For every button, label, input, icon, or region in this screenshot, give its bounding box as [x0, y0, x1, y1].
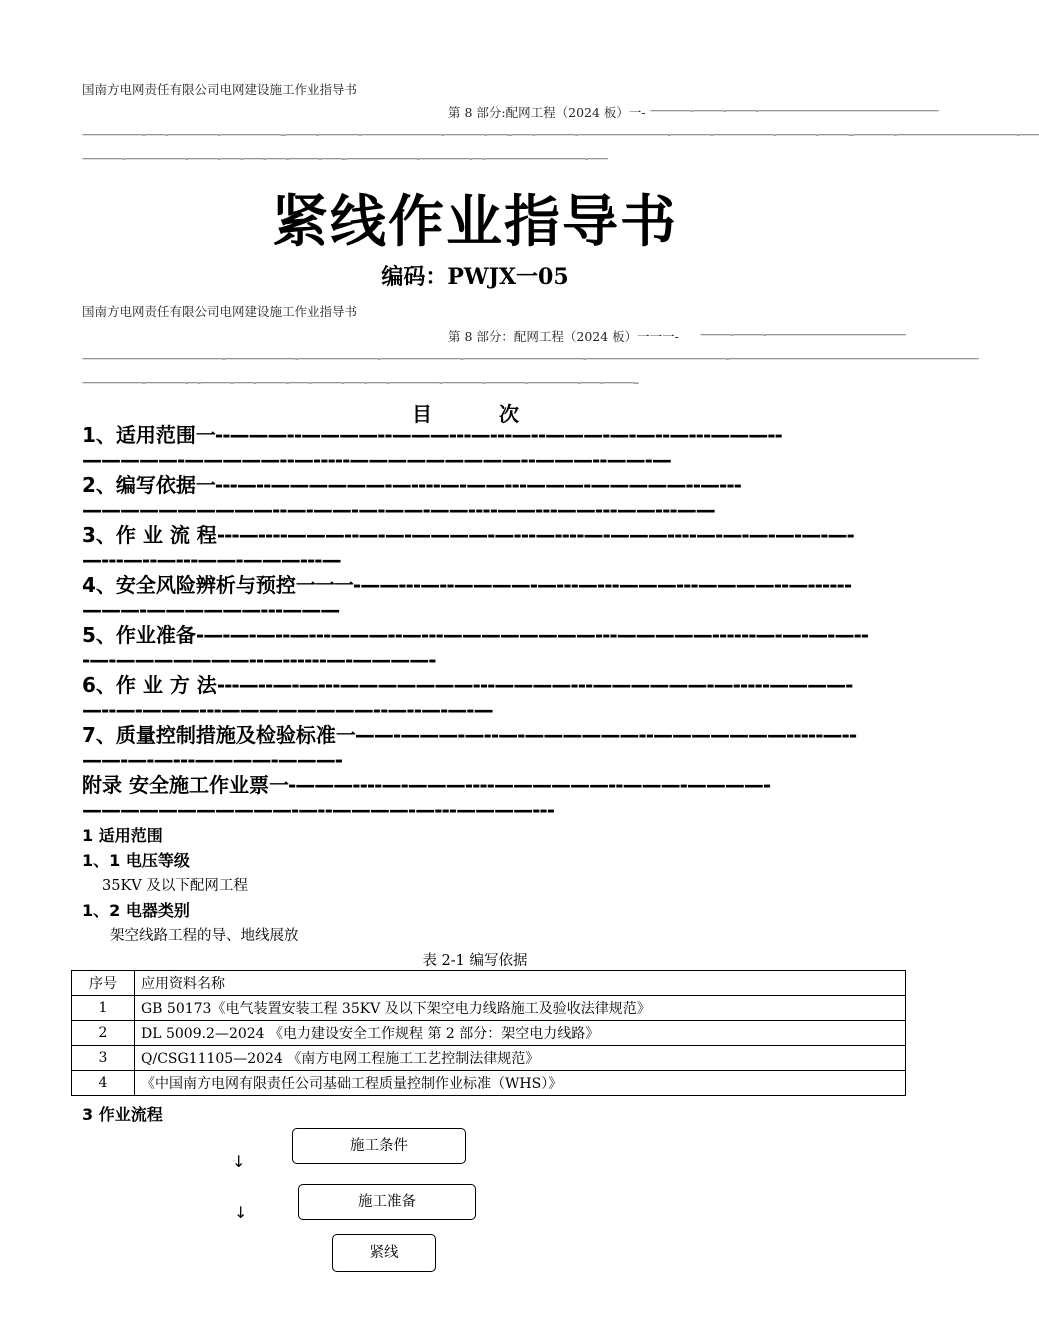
table-cell: 1 — [72, 996, 135, 1021]
page-title: 紧线作业指导书 — [272, 190, 678, 255]
table-row — [72, 1021, 906, 1046]
header-rule: ————-———-———-—————————————————— — [650, 104, 939, 117]
toc-item[interactable]: 5、作业准备-—-—-—--—---———--—---————————---—————------—-—-—-—---—-———————--—------—-————- — [82, 623, 869, 672]
toc-heading: 目 次 — [412, 402, 519, 426]
header-part: 第 8 部分：配网工程（2024 板）一一一- — [448, 329, 679, 344]
arrow-down-icon: ↓ — [232, 1152, 246, 1171]
toc-item[interactable]: 3、作 业 流 程---—----———--—-—-————-—---—----—-———----—-—-—-—-—-—-—---—--—---——-———---— — [82, 523, 854, 572]
table-cell: GB 50173《电气装置安装工程 35KV 及以下架空电力线路施工及验收法律规范》 — [135, 996, 906, 1021]
table-header-cell: 序号 — [72, 971, 135, 996]
header-rule: ——————-————-—-———-——-———-——-———-——-——-—————-————-————-—————-——-———-- — [82, 376, 639, 389]
toc-item[interactable]: 2、编写依据一---—--——————-—----—-——---———-—————--—---——————————--—-——-—-——-——----——---——---——---—— — [82, 473, 741, 522]
flow-step: 施工条件 — [292, 1128, 466, 1164]
toc-item[interactable]: 附录 安全施工作业票一-———----—-———----——————--———-————-———————————-—--————-—---————--- — [82, 773, 771, 822]
header-org: 国南方电网责任有限公司电网建设施工作业指导书 — [82, 304, 358, 319]
arrow-down-icon: ↓ — [234, 1203, 248, 1222]
table-caption: 表 2-1 编写依据 — [422, 953, 528, 969]
paragraph: 35KV 及以下配网工程 — [102, 878, 248, 894]
header-rule: ————-——————-———-——-——-——-———-——--———————-—————-—-——————————-—— — [82, 152, 608, 165]
toc-item[interactable]: 1、适用范围一--———--————--———---—---—--———-—-—--—---———--—————-—————--—-----—————————--———--——-— — [82, 423, 782, 472]
table-cell: 3 — [72, 1046, 135, 1071]
table-header-cell: 应用资料名称 — [135, 971, 906, 996]
table-cell: DL 5009.2—2024 《电力建设安全工作规程 第 2 部分：架空电力线路》 — [135, 1021, 906, 1046]
paragraph: 架空线路工程的导、地线展放 — [110, 928, 299, 944]
header-org: 国南方电网责任有限公司电网建设施工作业指导书 — [82, 82, 358, 97]
subsection-heading: 1、2 电器类别 — [82, 901, 190, 920]
reference-table — [71, 970, 906, 1096]
header-part: 第 8 部分:配网工程（2024 板）一- — [448, 105, 646, 120]
table-row — [72, 1071, 906, 1096]
document-code: 编码：PWJX一05 — [381, 264, 569, 290]
section-heading: 3 作业流程 — [82, 1105, 163, 1124]
toc-item[interactable]: 7、质量控制措施及检验标准一——-———-—--—-——————--———————-----—--——-—-—---————-———- — [82, 723, 857, 772]
toc-item[interactable]: 6、作 业 方 法---—--—-—---———————---————---——————-—-----————-—--—-———---————————--—--—-—-— — [82, 673, 853, 722]
toc-item[interactable]: 4、安全风险辨析与预控一一一-——---—--————-—---—---———---————--—------———-——————---——— — [82, 573, 852, 622]
table-row — [72, 996, 906, 1021]
section-heading: 1 适用范围 — [82, 826, 163, 845]
table-cell: Q/CSG11105—2024 《南方电网工程施工工艺控制法律规范》 — [135, 1046, 906, 1071]
subsection-heading: 1、1 电压等级 — [82, 851, 190, 870]
table-cell: 4 — [72, 1071, 135, 1096]
header-rule: ——————————————-———————-————————-————————-————————————-——————————————-————————————————————————— — [82, 352, 979, 365]
table-cell: 2 — [72, 1021, 135, 1046]
flow-step: 施工准备 — [298, 1184, 476, 1220]
table-row — [72, 1046, 906, 1071]
flow-step: 紧线 — [332, 1234, 436, 1272]
header-rule: ———-———-—————————————— — [700, 328, 906, 341]
table-cell: 《中国南方电网有限责任公司基础工程质量控制作业标准（WHS）》 — [135, 1071, 906, 1096]
table-header-row — [72, 971, 906, 996]
header-rule: ——————-——-—————-——————--———-————-————————-————-——--——-————-—————————-————-——————-————-———--————-————————————-—— — [82, 128, 1039, 141]
